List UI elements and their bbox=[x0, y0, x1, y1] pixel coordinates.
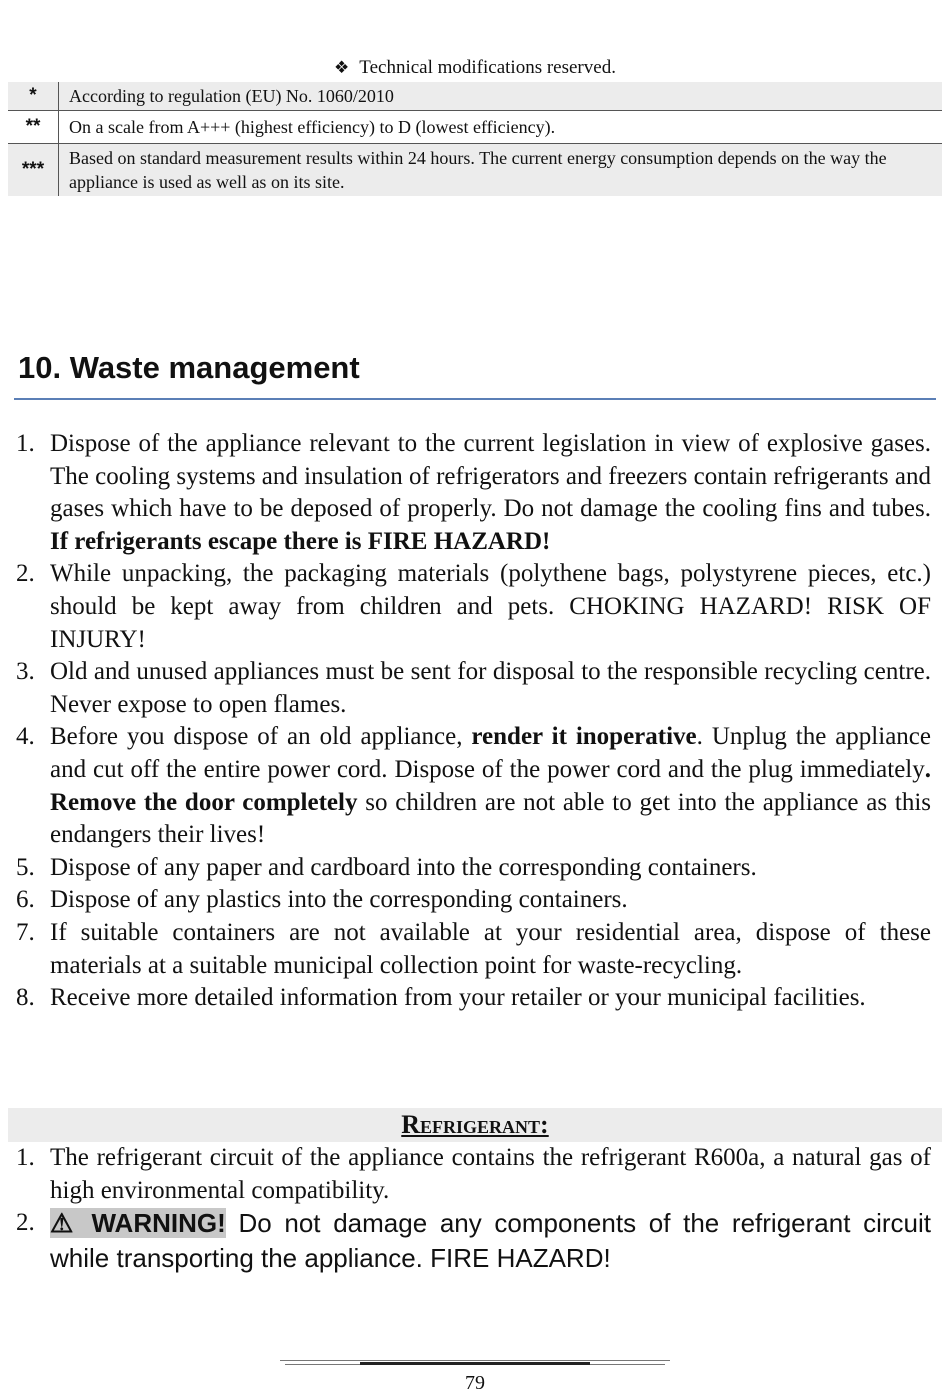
list-item bbox=[0, 1207, 931, 1276]
list-item bbox=[0, 428, 931, 558]
item-number: 7. bbox=[16, 918, 35, 946]
footnote-marker: ** bbox=[8, 111, 59, 144]
footnote-row bbox=[8, 82, 942, 111]
item-text: Dispose of the appliance relevant to the current legislation in view of explosive gases. The cooling systems and insulation of refrigerators and freezers contain refrigerants and gases which have to be deposed of properly. Do not damage the cooling fins and tubes. bbox=[50, 430, 931, 523]
item-text: Dispose of any paper and cardboard into the corresponding containers. bbox=[50, 853, 757, 881]
item-text: so children are not able to get into the appliance as this endangers their lives! bbox=[50, 788, 931, 849]
footnote-marker: * bbox=[8, 82, 59, 111]
item-number: 2. bbox=[16, 560, 35, 588]
item-number: 4. bbox=[16, 723, 35, 751]
section-title: 10. Waste management bbox=[18, 350, 360, 385]
warning-label-text: WARNING! bbox=[91, 1208, 226, 1239]
title-underline bbox=[14, 398, 936, 400]
item-text: . Unplug the appliance and cut off the entire power cord. Dispose of the power cord and the plug immediately bbox=[50, 723, 931, 783]
footnote-marker: *** bbox=[8, 144, 59, 197]
item-text: Old and unused appliances must be sent for disposal to the responsible recycling centre. Never expose to open flames. bbox=[50, 658, 931, 718]
list-item bbox=[0, 982, 931, 1015]
item-bold-text: render it inoperative bbox=[471, 723, 697, 751]
list-item bbox=[0, 917, 931, 982]
item-text: Receive more detailed information from your retailer or your municipal facilities. bbox=[50, 984, 866, 1012]
refrigerant-heading: Refrigerant: bbox=[8, 1108, 942, 1142]
footnote-text: Based on standard measurement results within 24 hours. The current energy consumption depends on the way the appliance is used as well as on its site. bbox=[59, 144, 943, 197]
warning-text: Do not damage any components of the refrigerant circuit while transporting the appliance. FIRE HAZARD! bbox=[50, 1208, 931, 1273]
list-item bbox=[0, 884, 931, 917]
item-number: 6. bbox=[16, 886, 35, 914]
item-number: 3. bbox=[16, 658, 35, 686]
footnote-row bbox=[8, 144, 942, 197]
warning-label bbox=[50, 1208, 226, 1238]
technical-note-text: Technical modifications reserved. bbox=[359, 57, 616, 78]
item-text: If suitable containers are not available at your residential area, dispose of these materials at a suitable municipal collection point for waste-recycling. bbox=[50, 918, 931, 979]
diamond-bullet-icon: ❖ bbox=[334, 58, 350, 77]
item-text: Dispose of any plastics into the corresponding containers. bbox=[50, 886, 628, 914]
item-number: 8. bbox=[16, 984, 35, 1012]
footer-line bbox=[360, 1362, 590, 1365]
item-text: While unpacking, the packaging materials (polythene bags, polystyrene pieces, etc.) should be kept away from children and pets. CHOKING HAZARD! RISK OF INJURY! bbox=[50, 560, 931, 653]
item-number: 1. bbox=[16, 430, 35, 457]
item-number: 2. bbox=[16, 1209, 35, 1237]
warning-icon: ⚠ bbox=[50, 1208, 79, 1239]
item-bold-text: . Remove the door completely bbox=[50, 755, 931, 816]
list-item bbox=[0, 1142, 931, 1207]
item-number: 1. bbox=[16, 1144, 35, 1171]
footer-line bbox=[280, 1360, 670, 1361]
item-text: Before you dispose of an old appliance, bbox=[50, 723, 472, 751]
list-item bbox=[0, 558, 931, 656]
list-item bbox=[0, 852, 931, 885]
item-bold-text: If refrigerants escape there is FIRE HAZARD! bbox=[50, 527, 551, 555]
footnote-text: On a scale from A+++ (highest efficiency) to D (lowest efficiency). bbox=[59, 111, 943, 144]
footnote-text: According to regulation (EU) No. 1060/2010 bbox=[59, 82, 943, 111]
technical-note bbox=[0, 56, 950, 80]
refrigerant-list bbox=[0, 1142, 931, 1276]
list-item bbox=[0, 656, 931, 721]
page-number: 79 bbox=[465, 1372, 485, 1394]
item-number: 5. bbox=[16, 853, 35, 881]
footnotes-table bbox=[8, 82, 942, 196]
footnote-row bbox=[8, 111, 942, 144]
list-item bbox=[0, 721, 931, 851]
item-text: The refrigerant circuit of the appliance contains the refrigerant R600a, a natural gas of high environmental compatibility. bbox=[50, 1144, 931, 1204]
waste-management-list bbox=[0, 428, 931, 1015]
